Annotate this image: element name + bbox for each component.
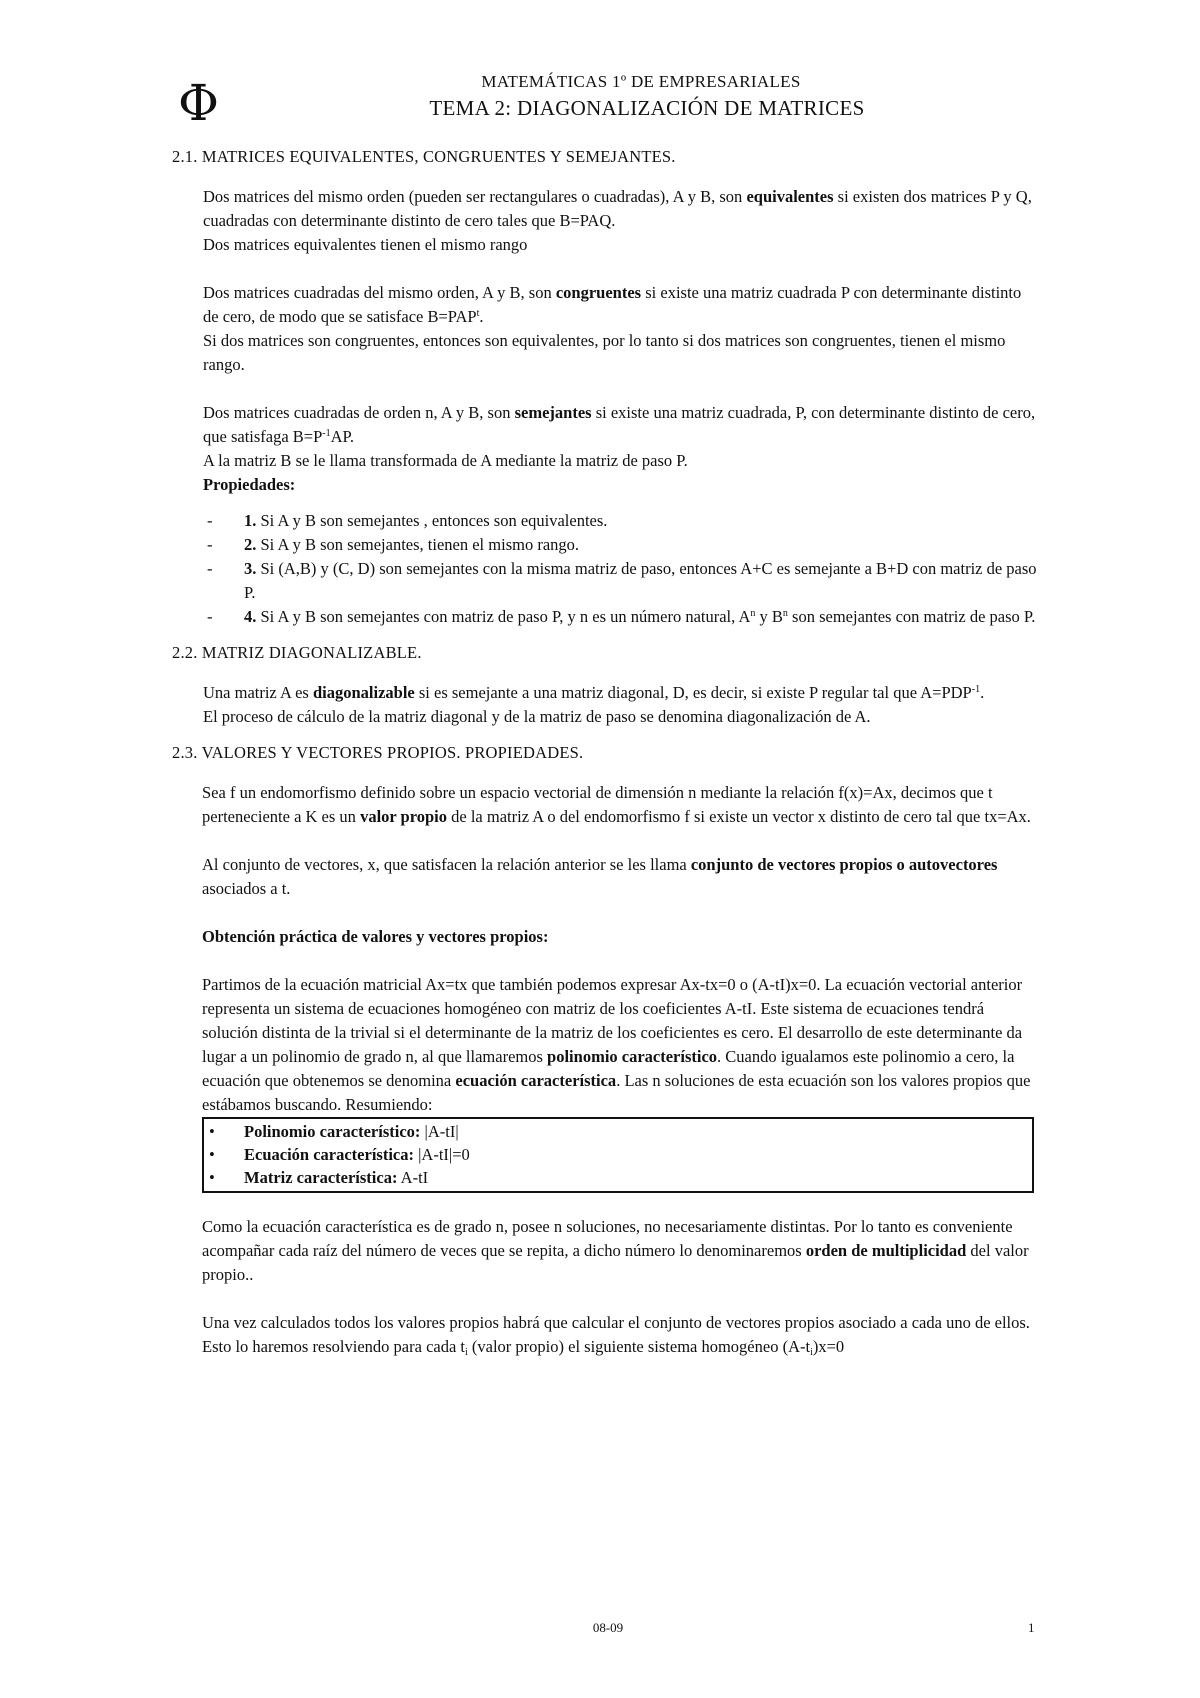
section-title-2-1: 2.1. MATRICES EQUIVALENTES, CONGRUENTES Y SEMEJANTES.: [172, 147, 676, 166]
paragraph-sistema-homogeneo: Una vez calculados todos los valores propios habrá que calcular el conjunto de vectores propios asociado a cada uno de ellos. Esto lo haremos resolviendo para cada $t_i$ (valor propio) el siguiente sistema homogéneo $(A-t_i)x=0$: [202, 1313, 1030, 1358]
paragraph-ecuacion-matricial: Partimos de la ecuación matricial Ax=tx que también podemos expresar Ax-tx=0 o (A-tI)x=0. La ecuación vectorial anterior representa un sistema de ecuaciones homogéneo con matriz de los coeficientes A-tI. Este sistema de ecuaciones tendrá solución distinta de la trivial si el determinante de la matriz de los coeficientes es cero. El desarrollo de este determinante da lugar a un polinomio de grado n, al que llamaremos polinomio característico. Cuando igualamos este polinomio a cero, la ecuación que obtenemos se denomina ecuación característica. Las n soluciones de esta ecuación son los valores propios que estábamos buscando. Resumiendo:: [202, 975, 1031, 1114]
section-2-3-body-cont: [202, 1215, 1040, 1359]
phi-logo-icon: Φ: [178, 74, 219, 132]
section-2-3-body: [202, 781, 1040, 1117]
header-topic: TEMA 2: DIAGONALIZACIÓN DE MATRICES: [429, 96, 865, 120]
page-number: 1: [1028, 1620, 1035, 1635]
summary-box: [202, 1117, 1034, 1193]
section-2-1-body: [203, 185, 1040, 497]
section-title-2-3: 2.3. VALORES Y VECTORES PROPIOS. PROPIEDADES.: [172, 743, 584, 762]
paragraph-equivalentes-rango: Dos matrices equivalentes tienen el mismo rango: [203, 235, 528, 254]
paragraph-vectores-propios: Al conjunto de vectores, x, que satisfacen la relación anterior se les llama conjunto de vectores propios o autovectores asociados a t.: [202, 855, 998, 898]
term-semejantes: semejantes: [514, 403, 592, 422]
list-item: - 3. Si (A,B) y (C, D) son semejantes con la misma matriz de paso, entonces A+C es semejante a B+D con matriz de paso P.: [207, 559, 1037, 602]
paragraph-equivalentes: Dos matrices del mismo orden (pueden ser rectangulares o cuadradas), A y B, son equivalentes si existen dos matrices P y Q, cuadradas con determinante distinto de cero tales que B=PAQ.: [203, 187, 1032, 230]
properties-list: [172, 509, 1040, 629]
term-congruentes: congruentes: [555, 283, 642, 302]
properties-heading: Propiedades:: [203, 475, 296, 494]
term-diagonalizable: diagonalizable: [312, 683, 415, 702]
paragraph-transformada: A la matriz B se le llama transformada de A mediante la matriz de paso P.: [203, 451, 688, 470]
term-ecuacion-caracteristica: ecuación característica: [455, 1071, 617, 1090]
summary-row-matriz: • Matriz característica: A-tI: [209, 1168, 429, 1187]
term-orden-multiplicidad: orden de multiplicidad: [805, 1241, 967, 1260]
paragraph-congruentes: Dos matrices cuadradas del mismo orden, A y B, son congruentes si existe una matriz cuadrada P con determinante distinto de cero, de modo que se satisface $B=PAP^t$.: [203, 283, 1022, 326]
section-2-2-body: [203, 681, 1040, 729]
list-item: - 1. Si A y B son semejantes , entonces son equivalentes.: [207, 511, 608, 530]
subheading-obtencion: Obtención práctica de valores y vectores propios:: [202, 927, 549, 946]
paragraph-diagonalizacion: El proceso de cálculo de la matriz diagonal y de la matriz de paso se denomina diagonalización de A.: [203, 707, 871, 726]
term-equivalentes: equivalentes: [746, 187, 834, 206]
summary-row-ecuacion: • Ecuación característica: |A-tI|=0: [209, 1145, 470, 1164]
document-body: [172, 145, 1040, 1359]
summary-row-polinomio: • Polinomio característico: |A-tI|: [209, 1122, 459, 1141]
term-polinomio-caracteristico: polinomio característico: [547, 1047, 718, 1066]
paragraph-multiplicidad: Como la ecuación característica es de grado n, posee n soluciones, no necesariamente distintas. Por lo tanto es conveniente acompañar cada raíz del número de veces que se repita, a dicho número lo denominaremos orden de multiplicidad del valor propio..: [202, 1217, 1029, 1284]
term-vectores-propios: conjunto de vectores propios o autovectores: [690, 855, 998, 874]
header-course: MATEMÁTICAS 1º DE EMPRESARIALES: [481, 72, 801, 91]
paragraph-diagonalizable: Una matriz A es diagonalizable si es semejante a una matriz diagonal, D, es decir, si existe P regular tal que $A=PDP^{-1}$.: [203, 683, 985, 702]
paragraph-congruentes-rango: Si dos matrices son congruentes, entonces son equivalentes, por lo tanto si dos matrices son congruentes, tienen el mismo rango.: [203, 331, 1006, 374]
section-title-2-2: 2.2. MATRIZ DIAGONALIZABLE.: [172, 643, 422, 662]
list-item: - 2. Si A y B son semejantes, tienen el mismo rango.: [207, 535, 580, 554]
term-valor-propio: valor propio: [360, 807, 448, 826]
paragraph-semejantes: Dos matrices cuadradas de orden n, A y B, son semejantes si existe una matriz cuadrada, P, con determinante distinto de cero, que satisfaga $B=P^{-1}AP$.: [203, 403, 1036, 446]
footer-year: 08-09: [592, 1620, 624, 1635]
paragraph-valor-propio: Sea f un endomorfismo definido sobre un espacio vectorial de dimensión n mediante la relación f(x)=Ax, decimos que t perteneciente a K es un valor propio de la matriz A o del endomorfismo f si existe un vector x distinto de cero tal que tx=Ax.: [202, 783, 1031, 826]
list-item: - 4. Si A y B son semejantes con matriz de paso P, y n es un número natural, $A^n$ y $B^n$ son semejantes con matriz de paso P.: [207, 607, 1036, 626]
